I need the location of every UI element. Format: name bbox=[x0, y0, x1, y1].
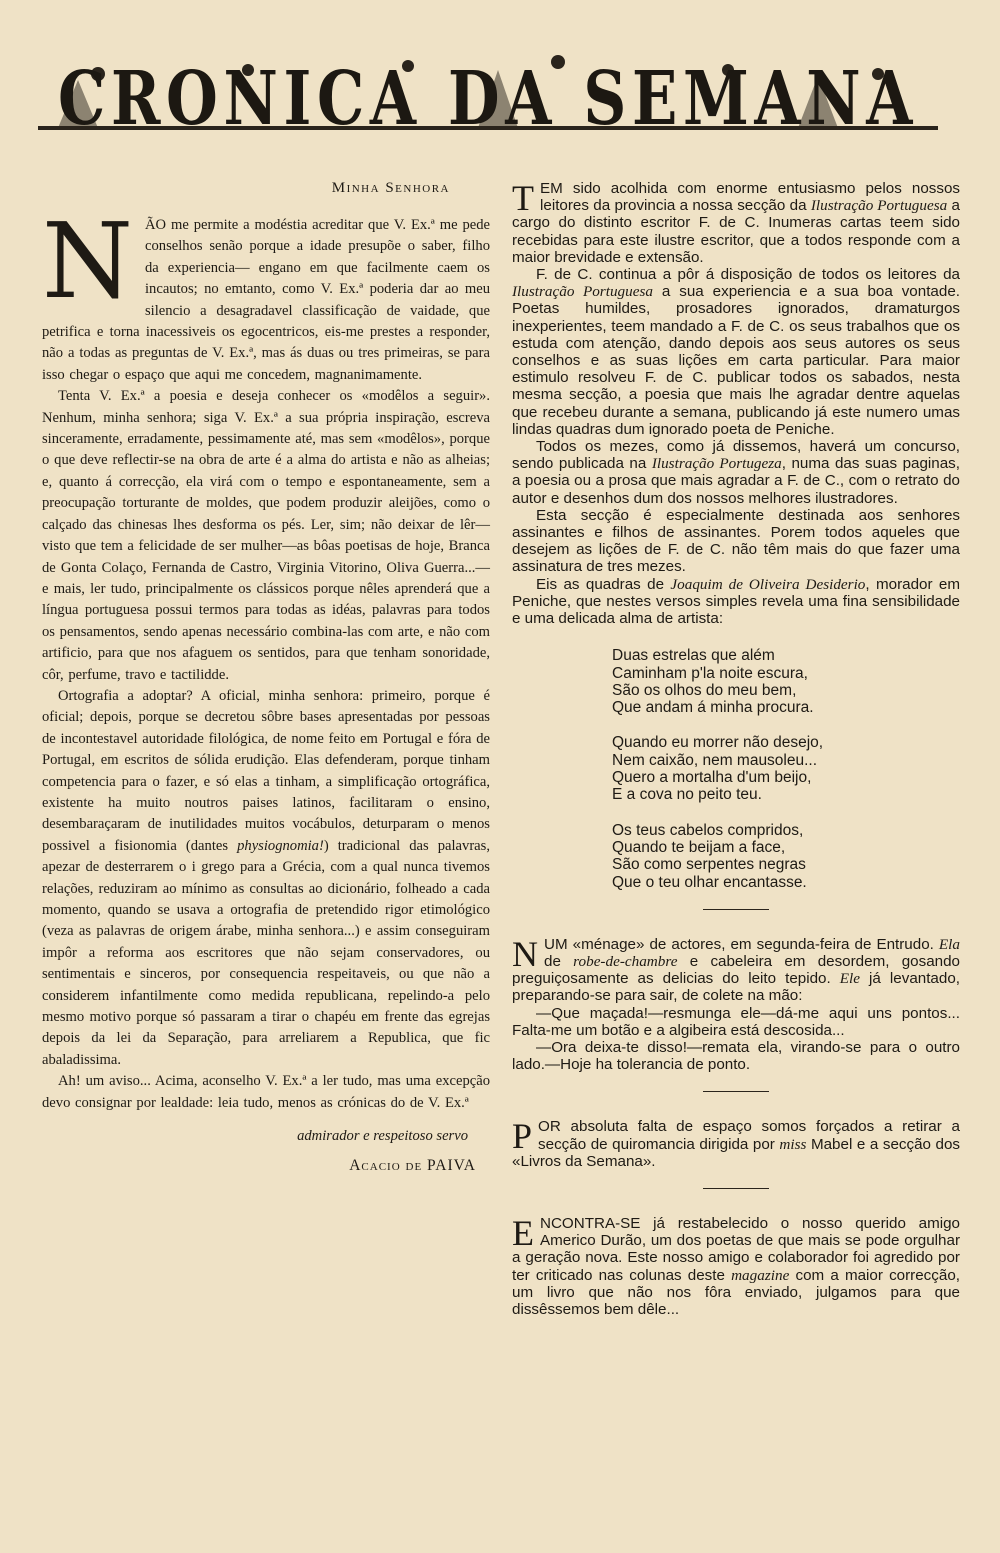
intro-paragraph-5 bbox=[512, 576, 960, 628]
letter-paragraph-4: Ah! um aviso... Acima, aconselho V. Ex.ª a ler tudo, mas uma excepção devo consignar por lealdade: leia tudo, menos as crónicas do de V. Ex.ª bbox=[42, 1073, 490, 1111]
menage-p1-em3: Ele bbox=[839, 970, 861, 988]
letter-paragraph-3-end: ) tradicional das palavras, apezar de desterrarem o i grego para a Grécia, com a qual nunca tivemos relações, reduziram ao mínimo as consultas ao dicionário, folheado a cada momento, quando se usava a ortografia de pretendido rigor etimológico (veza as palavras de origem árabe, minha senhora...) e assim conseguiram impôr a reforma aos escritores que não sejam conservadores, ou sentimentais e sinceros, por consequencia respeitaveis, ou que não a considerem infantilmente como medida republicana, repelindo-a pelo mesmo motivo porque só passaram a tirar o chapéu em frente das egrejas depois da lei da Separação, para arreliarem a Republica, que fic abaladissima. bbox=[42, 837, 490, 1068]
masthead-title: CRONICA DA SEMANA bbox=[58, 56, 918, 140]
intro-p3-a: Todos os mezes, como já dissemos, haverá um concurso, sendo publicada na bbox=[512, 438, 960, 473]
intro-p3-em: Ilustração Portugeza bbox=[651, 455, 782, 473]
intro-p2-a: F. de C. continua a pôr á disposição de todos os leitores da bbox=[536, 266, 960, 284]
news-section-notice bbox=[512, 1118, 960, 1170]
letter-paragraph-2: Tenta V. Ex.ª a poesia e deseja conhecer os «modêlos a seguir». Nenhum, minha senhora; siga V. Ex.ª a sua própria inspiração, escreva sinceramente, erradamente, pessimamente até, mas sem «modêlos», porque o que deve reflectir-se na obra de arte é a alma do artista e não as alheias; e, quanto á correcção, ela virá com o tempo e espontaneamente, sem a preocupação torturante de moldes, que podem produzir aleijões, como o calçado das chinesas lhes desforma os pés. Ler, sim; não deixar de lêr—visto que tem a felicidade de ser mulher—as bôas poetisas de hoje, Branca de Gonta Colaço, Fernanda de Castro, Virginia Vitorino, Oliva Guerra...—e mais, ler tudo, principalmente os clássicos porque nêles aprenderá que a língua portuguesa possui termos para todas as idéas, palavras para todos os pensamentos, sendo apenas necessário combina-las com arte, e não com artificio, para que nos afaguem os sentidos, para que tenham sonoridade, côr, perfume, travo e tactilidde. bbox=[42, 388, 490, 683]
menage-paragraph-1 bbox=[512, 933, 960, 1005]
letter-paragraph-3 bbox=[42, 686, 490, 1071]
masthead-art bbox=[38, 40, 938, 140]
poem-line: Caminham p'la noite escura, bbox=[612, 664, 808, 682]
letter-drop-cap: N bbox=[42, 200, 133, 322]
poem-line: Quero a mortalha d'um beijo, bbox=[612, 769, 812, 787]
section-divider bbox=[703, 909, 769, 910]
intro-p5-a: Eis as quadras de bbox=[536, 575, 671, 593]
notice-p1-b: Mabel e a secção dos «Livros da Semana». bbox=[512, 1135, 960, 1170]
durao-cap: E bbox=[512, 1213, 534, 1254]
notice-paragraph bbox=[512, 1118, 960, 1170]
menage-cap: N bbox=[512, 933, 538, 974]
intro-paragraph-1 bbox=[512, 180, 960, 266]
news-section-intro bbox=[512, 180, 960, 627]
menage-paragraph-2: —Que maçada!—resmunga ele—dá-me aqui uns pontos... Falta-me um botão e a algibeira está descosida... bbox=[512, 1004, 960, 1039]
menage-paragraph-3: —Ora deixa-te disso!—remata ela, virando-se para o outro lado.—Hoje ha tolerancia de ponto. bbox=[512, 1039, 960, 1074]
menage-p1-em2: robe-de-chambre bbox=[573, 953, 678, 971]
letter-column bbox=[42, 180, 490, 1175]
poem-line: Os teus cabelos compridos, bbox=[612, 821, 804, 839]
intro-p2-em: Ilustração Portuguesa bbox=[512, 283, 653, 301]
menage-p1-em1: Ela bbox=[938, 935, 960, 953]
letter-paragraph-3-start: Ortografia a adoptar? A oficial, minha senhora: primeiro, porque é oficial; depois, porque se decretou sôbre bases apresentadas por pessoas de incontestavel autoridade filológica, de nome feito em Portugal e fóra de Portugal, em escritos de sólida erudição. Elas defenderam, porque tinham competencia para o fazer, e só elas a tinham, a simplificação ortográfica, existente ha muito noutros paises latinos, facilitaram o ensino, desembaraçaram de inutilidades muitos vocábulos, deturparam o menos possivel a fisionomia (dantes bbox=[42, 687, 490, 854]
poem-line: Que o teu olhar encantasse. bbox=[612, 873, 807, 891]
intro-p2-b: a sua experiencia e a sua boa vontade. Poetas humildes, prosadores ignorados, dramaturgos inexperientes, teem mandado a F. de C. os seus trabalhos que os estuda com atenção, dando depois aos seus autores os seus conselhos e as suas lições em carta particular. Para maior estimulo resolveu F. de C. publicar todos os sabados, nesta mesma secção, a poesia que mais lhe agradar dentre aquelas que recebeu durante a semana, publicando já este numero umas lindas quadras dum ignorado poeta de Peniche. bbox=[512, 283, 960, 438]
menage-p1-a: UM «ménage» de actores, em segunda-feira de Entrudo. bbox=[544, 935, 939, 953]
intro-paragraph-3 bbox=[512, 438, 960, 507]
intro-p5-em: Joaquim de Oliveira Desiderio bbox=[670, 575, 866, 593]
menage-p1-c: e cabeleira em desordem, gosando preguiçosamente as delicias do leito tepido. bbox=[512, 953, 960, 988]
intro-p5-b: , morador em Peniche, que nestes versos simples revela uma fina sensibilidade e uma delicada alma de artista: bbox=[512, 575, 961, 628]
letter-signoff: admirador e respeitoso servo bbox=[297, 1128, 468, 1145]
menage-p1-b: de bbox=[544, 953, 574, 971]
intro-p1-em: Ilustração Portuguesa bbox=[810, 197, 948, 215]
intro-paragraph-2 bbox=[512, 266, 960, 438]
intro-p1-b: a cargo do distinto escritor F. de C. Inumeras cartas teem sido recebidas para este ilustre escritor, que a todos responde com a maior brevidade e extensão. bbox=[512, 197, 960, 266]
poem-line: Nem caixão, nem mausoleu... bbox=[612, 751, 818, 769]
poem bbox=[612, 647, 960, 891]
section-divider bbox=[703, 1091, 769, 1092]
intro-p1-a: EM sido acolhida com enorme entusiasmo pelos nossos leitores da provincia a nossa secção da bbox=[540, 180, 960, 215]
notice-p1-em: miss bbox=[779, 1135, 807, 1153]
durao-paragraph bbox=[512, 1215, 960, 1318]
letter-paragraph-3-emphasis: physiognomia! bbox=[237, 837, 324, 854]
letter-paragraph-1 bbox=[42, 200, 490, 386]
poem-line: São os olhos do meu bem, bbox=[612, 681, 797, 699]
intro-paragraph-4: Esta secção é especialmente destinada aos senhores assinantes e filhos de assinantes. Porem todos aqueles que desejem as lições de F. de C. não têm mais do que fazer uma assinatura de tres mezes. bbox=[512, 506, 960, 576]
news-section-durao bbox=[512, 1215, 960, 1318]
poem-line: Duas estrelas que além bbox=[612, 647, 775, 665]
durao-p1-em: magazine bbox=[731, 1266, 790, 1284]
menage-p1-d: já levantado, preparando-se para sair, de colete na mão: bbox=[512, 970, 960, 1005]
poem-line: São como serpentes negras bbox=[612, 856, 806, 874]
durao-p1-a: NCONTRA-SE já restabelecido o nosso querido amigo Americo Durão, um dos poetas de que mais se pode orgulhar a geração nova. Este nosso amigo e colaborador foi agredido por ter criticado nas colunas deste bbox=[512, 1215, 960, 1284]
poem-line: E a cova no peito teu. bbox=[612, 786, 762, 804]
notice-p1-a: OR absoluta falta de espaço somos forçados a retirar a secção de quiromancia dirigida por bbox=[538, 1118, 960, 1153]
intro-cap: T bbox=[512, 178, 534, 218]
news-column bbox=[512, 180, 960, 1322]
poem-stanza-2 bbox=[612, 734, 960, 803]
section-divider bbox=[703, 1188, 769, 1189]
poem-stanza-3 bbox=[612, 822, 960, 891]
poem-line: Que andam á minha procura. bbox=[612, 699, 814, 717]
letter-salutation: Minha Senhora bbox=[331, 180, 450, 196]
intro-p3-b: , numa das suas paginas, a poesia ou a prosa que mais agradar a F. de C., com o retrato do autor e desenhos dum dos nossos melhores ilustradores. bbox=[512, 455, 960, 507]
poem-line: Quando te beijam a face, bbox=[612, 838, 786, 856]
poem-line: Quando eu morrer não desejo, bbox=[612, 734, 824, 752]
letter-signature: Acacio de PAIVA bbox=[349, 1157, 476, 1175]
masthead-banner bbox=[38, 40, 938, 140]
notice-cap: P bbox=[512, 1116, 533, 1157]
news-section-menage bbox=[512, 933, 960, 1074]
poem-stanza-1 bbox=[612, 647, 960, 716]
durao-p1-b: com a maior correcção, um livro que não nos fôra enviado, julgamos para que dissêssemos bem dêle... bbox=[512, 1266, 960, 1319]
letter-paragraph-1-text: ÃO me permite a modéstia acreditar que V. Ex.ª me pede conselhos senão porque a idade presupõe o saber, filho da experiencia— engano em que facilmente caem os incautos; no emtanto, como V. Ex.ª poderia dar ao meu silencio a desagradavel classificação de vaidade, que petrifica e torna inacessiveis os egocentricos, eis-me prestes a responder, não a todas as preguntas de V. Ex.ª, mas ás duas ou tres primeiras, se para isso chegar o espaço que aqui me concedem, magnanimamente. bbox=[42, 217, 490, 383]
